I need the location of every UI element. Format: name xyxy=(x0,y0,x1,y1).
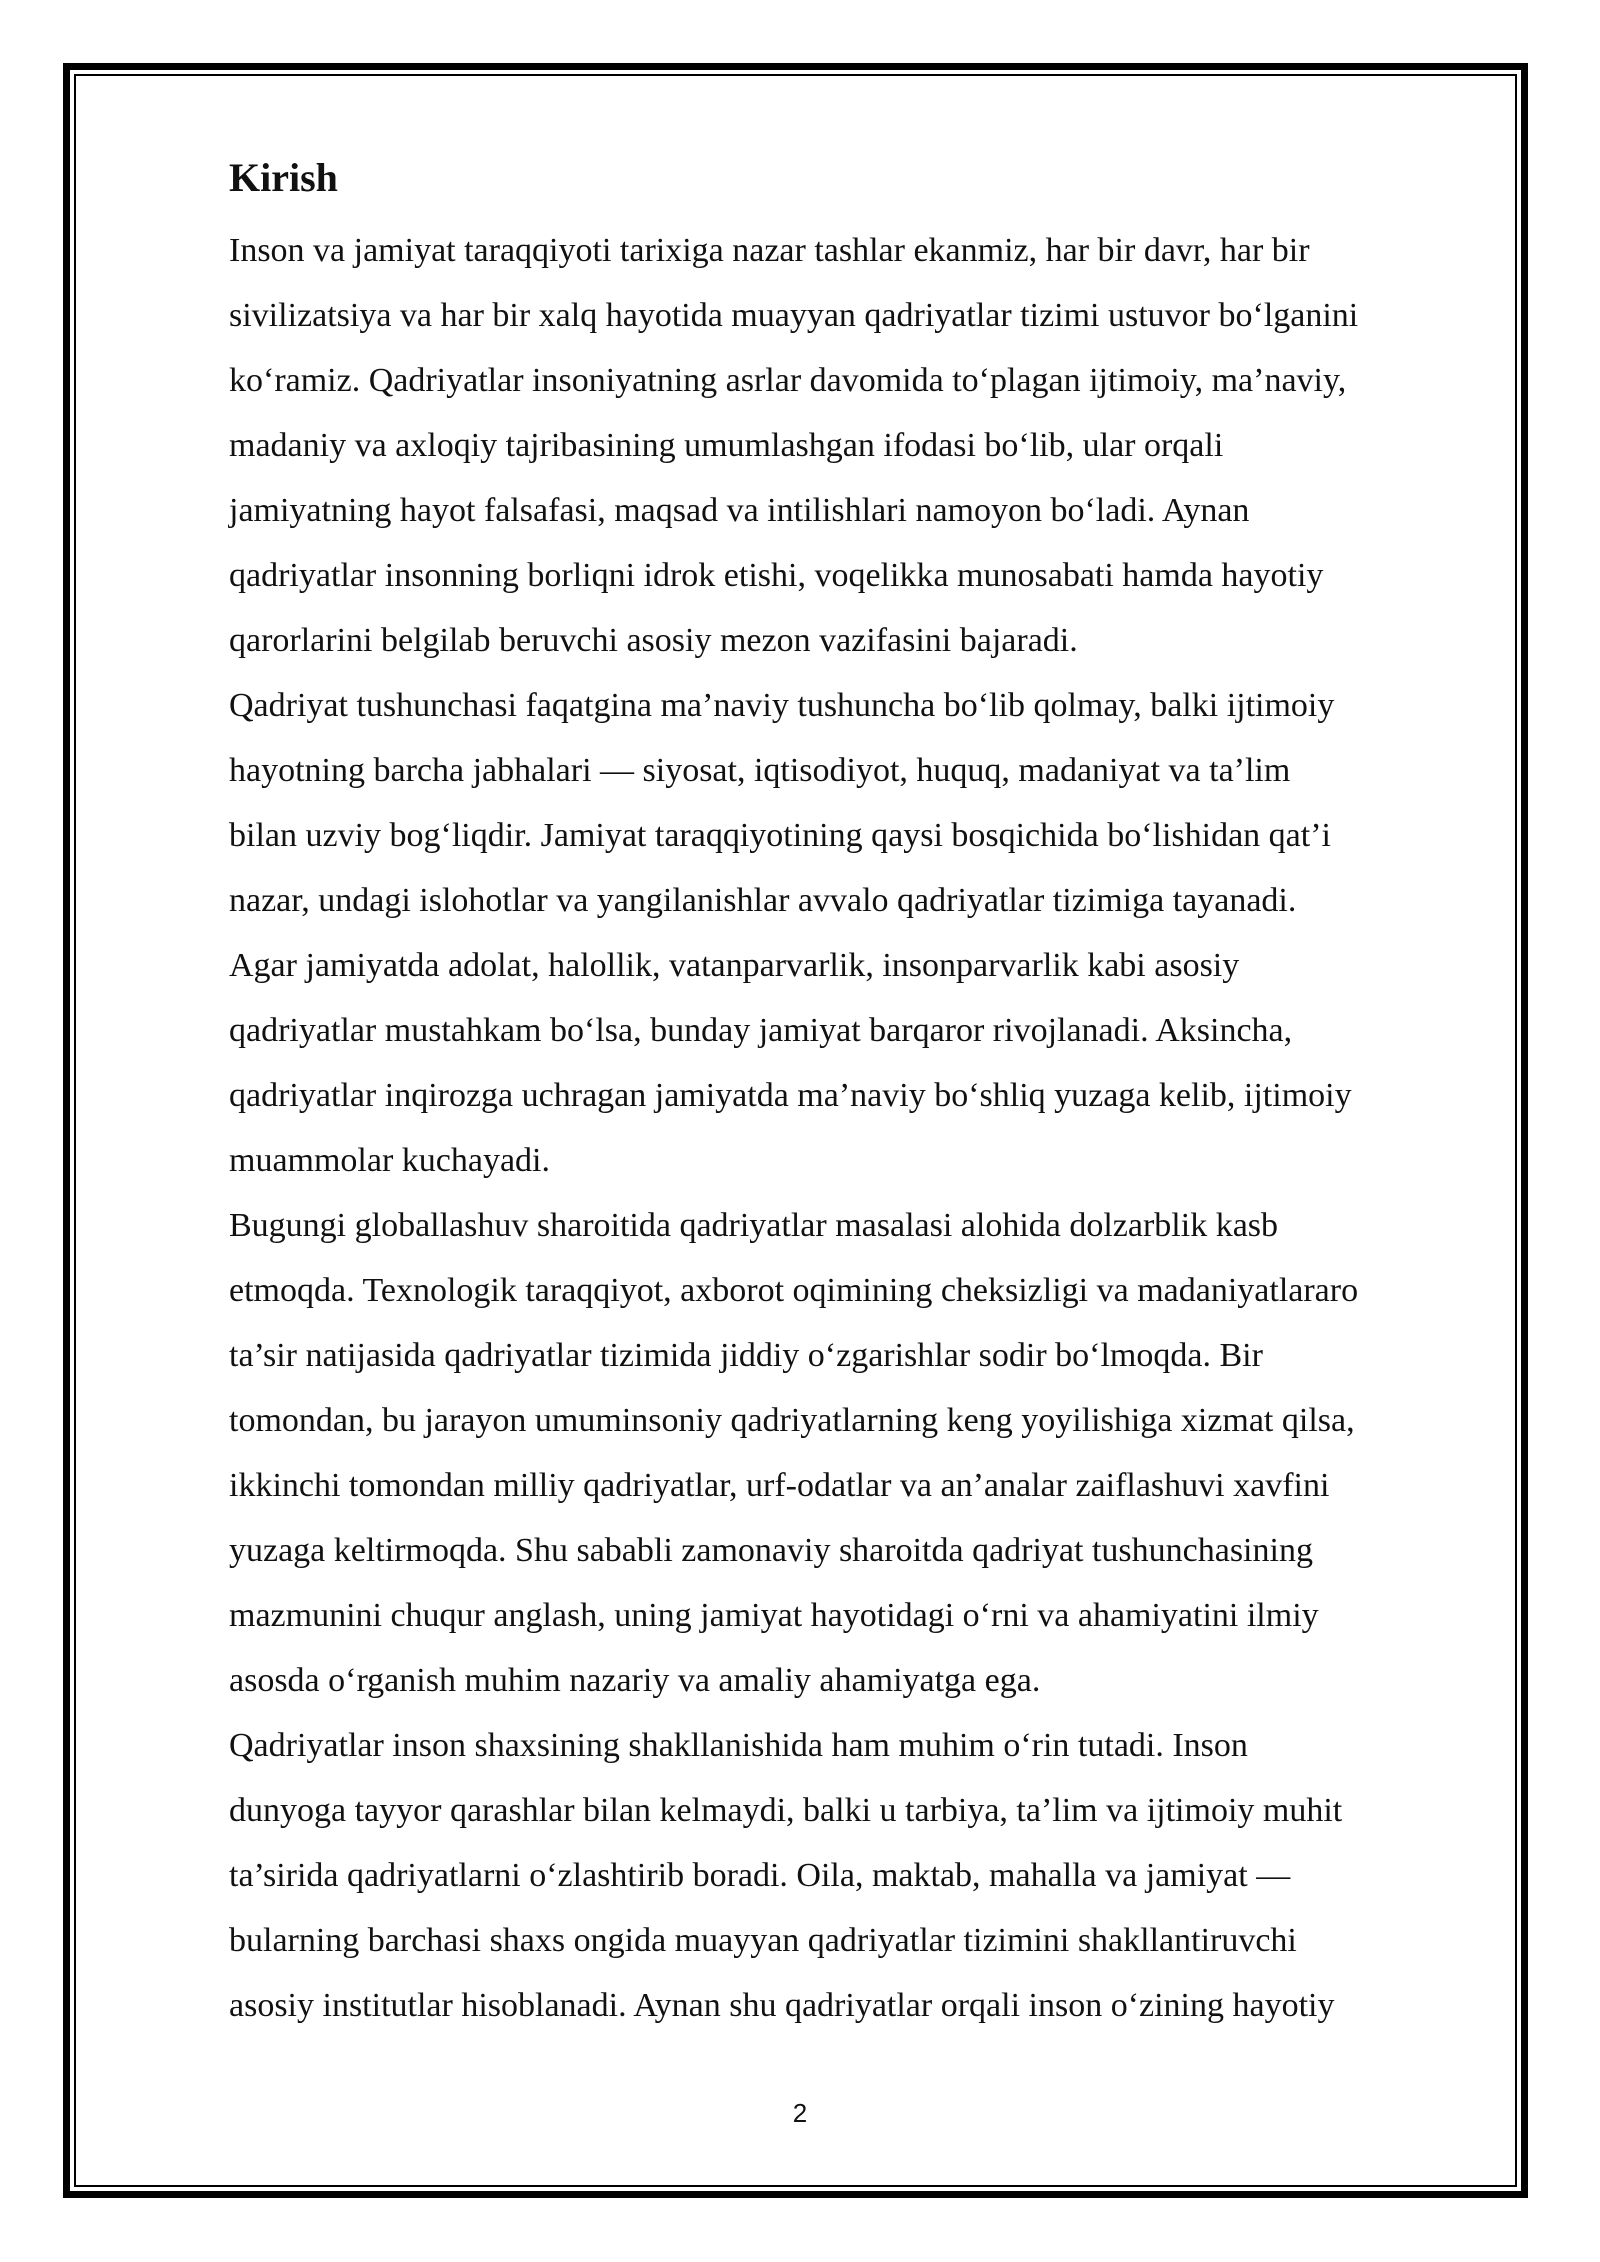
text-line: Bugungi globallashuv sharoitida qadriyatlar masalasi alohida dolzarblik kasb xyxy=(229,1207,1279,1244)
section-heading: Kirish xyxy=(229,155,338,200)
text-line: Qadriyatlar inson shaxsining shakllanishida ham muhim o‘rin tutadi. Inson xyxy=(229,1727,1248,1764)
text-line: qadriyatlar mustahkam bo‘lsa, bunday jamiyat barqaror rivojlanadi. Aksincha, xyxy=(229,1012,1293,1049)
page-content xyxy=(229,148,1504,2038)
page-number: 2 xyxy=(792,2098,808,2128)
text-line: asosiy institutlar hisoblanadi. Aynan shu qadriyatlar orqali inson o‘zining hayotiy xyxy=(229,1987,1335,2024)
text-line: ta’sir natijasida qadriyatlar tizimida jiddiy o‘zgarishlar sodir bo‘lmoqda. Bir xyxy=(229,1337,1263,1374)
text-line: Agar jamiyatda adolat, halollik, vatanparvarlik, insonparvarlik kabi asosiy xyxy=(229,947,1240,984)
text-line: dunyoga tayyor qarashlar bilan kelmaydi, balki u tarbiya, ta’lim va ijtimoiy muhit xyxy=(229,1792,1343,1829)
text-line: Qadriyat tushunchasi faqatgina ma’naviy tushuncha bo‘lib qolmay, balki ijtimoiy xyxy=(229,687,1335,724)
body-text xyxy=(229,218,1504,2038)
text-line: hayotning barcha jabhalari — siyosat, iqtisodiyot, huquq, madaniyat va ta’lim xyxy=(229,752,1291,789)
text-line: madaniy va axloqiy tajribasining umumlashgan ifodasi bo‘lib, ular orqali xyxy=(229,427,1224,464)
text-line: mazmunini chuqur anglash, uning jamiyat hayotidagi o‘rni va ahamiyatini ilmiy xyxy=(229,1597,1319,1634)
text-line: etmoqda. Texnologik taraqqiyot, axborot oqimining cheksizligi va madaniyatlararo xyxy=(229,1272,1359,1309)
text-line: bilan uzviy bog‘liqdir. Jamiyat taraqqiyotining qaysi bosqichida bo‘lishidan qat’i xyxy=(229,817,1331,854)
text-line: sivilizatsiya va har bir xalq hayotida muayyan qadriyatlar tizimi ustuvor bo‘lganini xyxy=(229,297,1359,334)
text-line: nazar, undagi islohotlar va yangilanishlar avvalo qadriyatlar tizimiga tayanadi. xyxy=(229,882,1297,919)
text-line: qadriyatlar inqirozga uchragan jamiyatda ma’naviy bo‘shliq yuzaga kelib, ijtimoiy xyxy=(229,1077,1352,1114)
text-line: qarorlarini belgilab beruvchi asosiy mezon vazifasini bajaradi. xyxy=(229,622,1078,659)
text-line: tomondan, bu jarayon umuminsoniy qadriyatlarning keng yoyilishiga xizmat qilsa, xyxy=(229,1402,1355,1439)
text-line: asosda o‘rganish muhim nazariy va amaliy ahamiyatga ega. xyxy=(229,1662,1041,1699)
text-line: ikkinchi tomondan milliy qadriyatlar, urf-odatlar va an’analar zaiflashuvi xavfini xyxy=(229,1467,1330,1504)
text-line: ta’sirida qadriyatlarni o‘zlashtirib boradi. Oila, maktab, mahalla va jamiyat — xyxy=(229,1857,1291,1894)
text-line: jamiyatning hayot falsafasi, maqsad va intilishlari namoyon bo‘ladi. Aynan xyxy=(229,492,1250,529)
text-line: qadriyatlar insonning borliqni idrok etishi, voqelikka munosabati hamda hayotiy xyxy=(229,557,1324,594)
text-line: muammolar kuchayadi. xyxy=(229,1142,551,1179)
text-line: Inson va jamiyat taraqqiyoti tarixiga nazar tashlar ekanmiz, har bir davr, har bir xyxy=(229,232,1310,269)
text-line: yuzaga keltirmoqda. Shu sababli zamonaviy sharoitda qadriyat tushunchasining xyxy=(229,1532,1313,1569)
text-line: ko‘ramiz. Qadriyatlar insoniyatning asrlar davomida to‘plagan ijtimoiy, ma’naviy, xyxy=(229,362,1347,399)
text-line: bularning barchasi shaxs ongida muayyan qadriyatlar tizimini shakllantiruvchi xyxy=(229,1922,1297,1959)
